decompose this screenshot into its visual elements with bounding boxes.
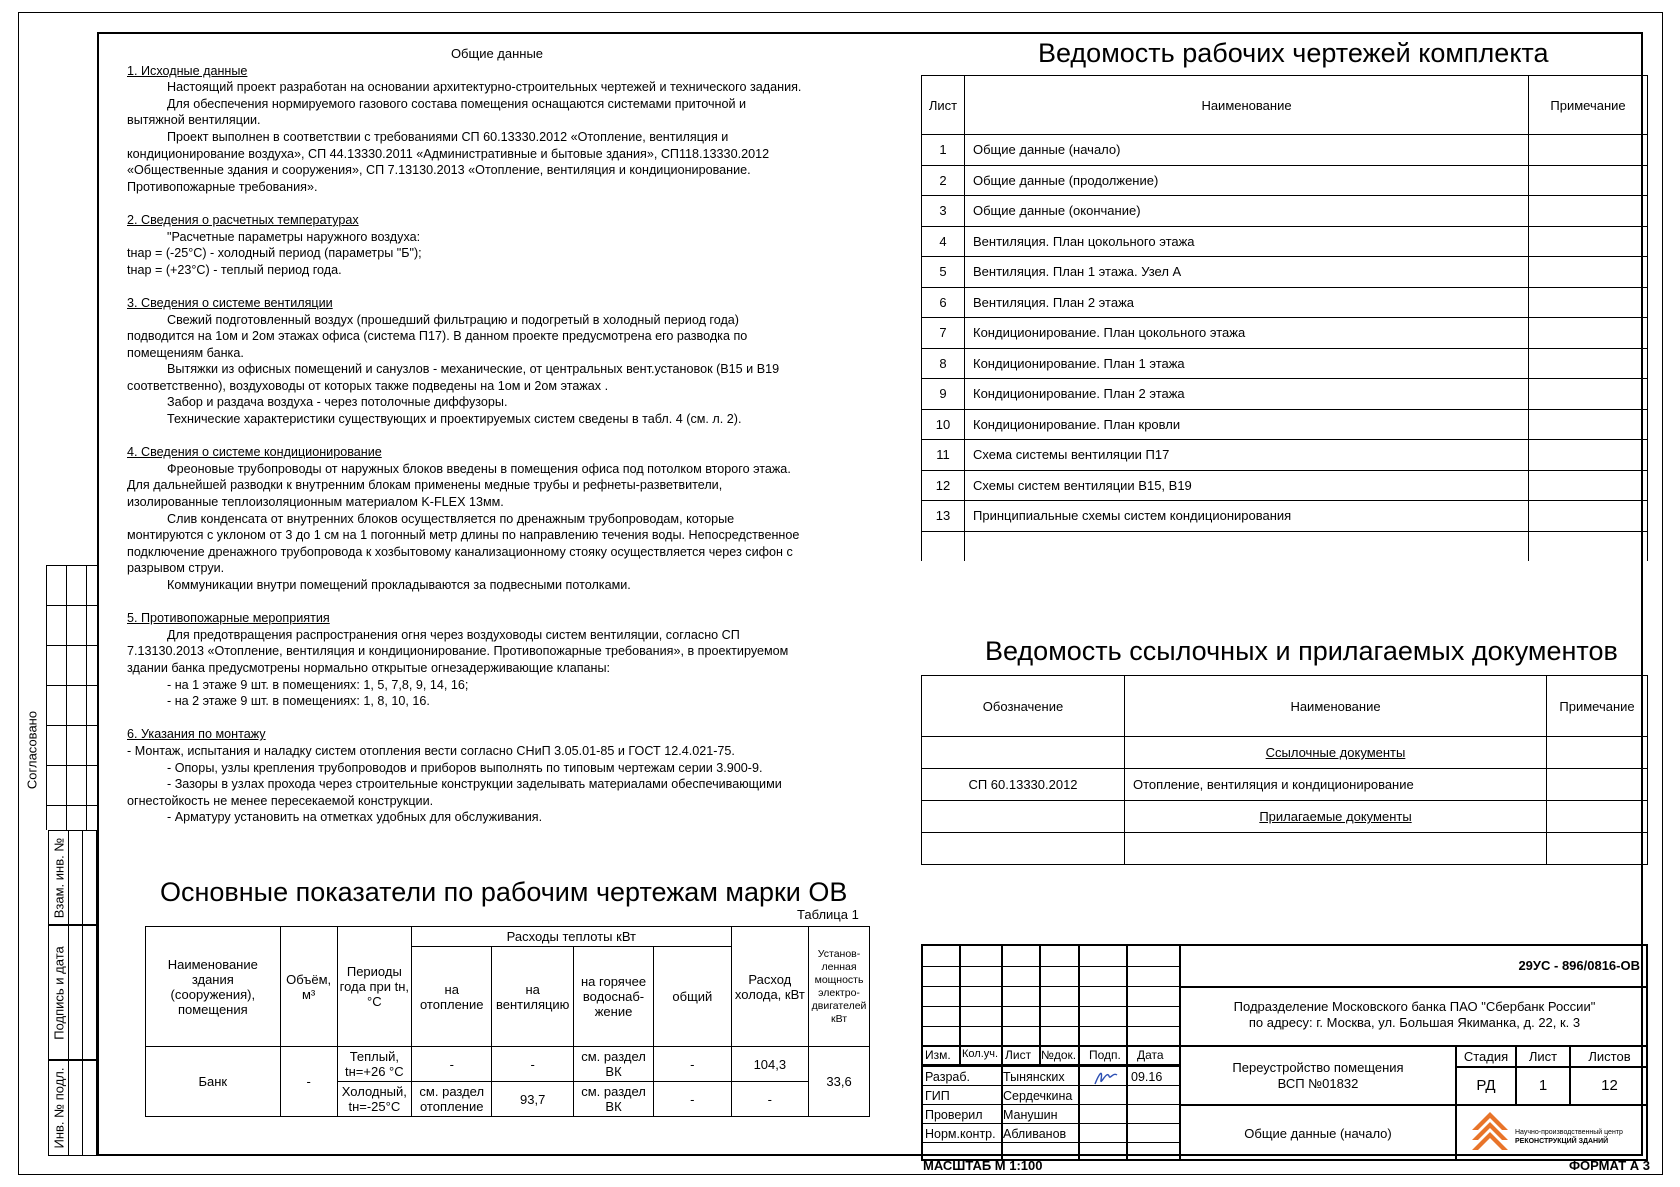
org-line-1: Подразделение Московского банка ПАО "Сбербанк России" xyxy=(1233,999,1596,1014)
paragraph: вытяжной вентиляции. xyxy=(127,113,261,128)
paragraph: Для обеспечения нормируемого газового состава помещения оснащаются системами приточной и xyxy=(167,96,747,111)
paragraph: соответственно), воздуховоды от которых также подведены на 1ом и 2ом этажах . xyxy=(127,378,609,393)
replacement-inv-label: Взам. инв. № xyxy=(51,837,66,918)
table-row xyxy=(922,165,1648,196)
paragraph: - на 1 этаже 9 шт. в помещениях: 1, 5, 7,8, 9, 14, 16; xyxy=(167,677,469,692)
paragraph: Настоящий проект разработан на основании архитектурно-строительных чертежей и технического задания. xyxy=(167,80,802,95)
stage-value: РД xyxy=(1476,1077,1496,1094)
paragraph: «Общественные здания и сооружения», СП 7.13130.2013 «Отопление, вентиляция и кондиционирование. xyxy=(127,163,751,178)
general-data xyxy=(127,46,867,826)
paragraph: Проект выполнен в соответствии с требованиями СП 60.13330.2012 «Отопление, вентиляция и xyxy=(167,129,729,144)
table-row xyxy=(922,501,1648,532)
col-header: Дата xyxy=(1137,1048,1164,1062)
paragraph: здании банка предусмотрены нормально открытые огнезадерживающие клапаны: xyxy=(127,660,611,675)
col-header: Примечание xyxy=(1529,76,1648,135)
paragraph: кондиционирование воздуха», СП 44.13330.2011 «Административные и бытовые здания», СП118.13330.2012 xyxy=(127,146,770,161)
sheet-note xyxy=(1529,196,1648,227)
cell: - xyxy=(492,1047,574,1082)
table-row xyxy=(922,801,1648,833)
group-label: Ссылочные документы xyxy=(1265,745,1406,760)
paragraph: Противопожарные требования». xyxy=(127,179,318,194)
object-line-2: ВСП №01832 xyxy=(1277,1076,1359,1091)
paragraph: подключение дренажного трубопровода к хозбытовому канализационному стояку осуществляется через сифон с xyxy=(127,544,793,559)
col-header: Лист xyxy=(1005,1048,1032,1062)
paragraph: монтируются с уклоном от 3 до 1 см на 1 погонный метр длины по направлению течения воды. Непосредственное xyxy=(127,528,800,543)
cell: - xyxy=(412,1047,492,1082)
original-inv-stamp xyxy=(48,1060,97,1156)
sheet-number: 9 xyxy=(922,379,965,410)
sheet-number: 12 xyxy=(922,470,965,501)
paragraph: Слив конденсата от внутренних блоков осуществляется по дренажным трубопроводам, которые xyxy=(167,511,735,526)
sheet-number: 3 xyxy=(922,196,965,227)
indicators-table xyxy=(145,926,870,1117)
col-header: Расход холода, кВт xyxy=(731,927,808,1047)
sheets-header: Листов xyxy=(1588,1049,1631,1064)
role: Норм.контр. xyxy=(925,1127,996,1141)
table-row xyxy=(922,833,1648,865)
paragraph: 7.13130.2013 «Отопление, вентиляция и кондиционирование. Противопожарные требования», в проектируемом xyxy=(127,644,789,659)
role: ГИП xyxy=(925,1089,950,1103)
cell: см. раздел ВК xyxy=(573,1047,653,1082)
person: Тынянских xyxy=(1003,1070,1065,1084)
sheet-name: Схема системы вентиляции П17 xyxy=(965,440,1529,471)
role: Разраб. xyxy=(925,1070,971,1084)
building-name: Банк xyxy=(146,1047,281,1117)
sheet-name: Схемы систем вентиляции В15, В19 xyxy=(965,470,1529,501)
paragraph: - Зазоры в узлах прохода через строительные конструкции заделывать материалами обеспечивающими xyxy=(167,777,782,792)
doc-name: Отопление, вентиляция и кондиционирование xyxy=(1125,769,1547,801)
section-heading: 5. Противопожарные мероприятия xyxy=(127,611,330,626)
original-inv-label: Инв. № подл. xyxy=(51,1067,66,1149)
col-header: Примечание xyxy=(1547,676,1648,737)
format-label: ФОРМАТ А 3 xyxy=(1568,1158,1650,1173)
cell: - xyxy=(654,1082,732,1117)
sheet-number: 8 xyxy=(922,348,965,379)
sheet-number: 4 xyxy=(922,226,965,257)
paragraph: Для предотвращения распространения огня через воздуховоды систем вентиляции, согласно СП xyxy=(167,627,740,642)
sheet-number: 1 xyxy=(922,135,965,166)
sheets-value: 12 xyxy=(1601,1077,1618,1094)
signature xyxy=(1091,1066,1121,1088)
paragraph: разрывом струи. xyxy=(127,561,225,576)
general-title: Общие данные xyxy=(450,46,544,61)
paragraph: - Арматуру установить на отметках удобных для обслуживания. xyxy=(167,810,543,825)
cell: - xyxy=(731,1082,808,1117)
paragraph: Технические характеристики существующих и проектируемых систем сведены в табл. 4 (см. л. 2). xyxy=(167,412,742,427)
sheet-name: Кондиционирование. План 2 этажа xyxy=(965,379,1529,410)
section-heading: 3. Сведения о системе вентиляции xyxy=(127,295,333,310)
logo-text-2: РЕКОНСТРУКЦИЙ ЗДАНИЙ xyxy=(1515,1138,1609,1145)
section-heading: 1. Исходные данные xyxy=(127,63,248,78)
org-line-2: по адресу: г. Москва, ул. Большая Якиманка, д. 22, к. 3 xyxy=(1248,1015,1581,1030)
sheet-title: Общие данные (начало) xyxy=(1244,1126,1392,1141)
logo-text-1: Научно-производственный центр xyxy=(1515,1129,1623,1136)
section-heading: 2. Сведения о расчетных температурах xyxy=(127,212,359,227)
paragraph: tнар = (-25°C) - холодный период (параметры "Б"); xyxy=(127,246,422,261)
cell: см. раздел ВК xyxy=(573,1082,653,1117)
sheet-note xyxy=(1529,318,1648,349)
table-label: Таблица 1 xyxy=(797,907,859,922)
power: 33,6 xyxy=(809,1047,870,1117)
section-heading: 6. Указания по монтажу xyxy=(127,727,266,742)
sheets-table xyxy=(921,75,1648,561)
cell: - xyxy=(654,1047,732,1082)
approval-label: Согласовано xyxy=(24,710,40,790)
sheet-name: Кондиционирование. План 1 этажа xyxy=(965,348,1529,379)
doc-code: 29УС - 896/0816-ОВ xyxy=(1518,958,1640,973)
paragraph: Свежий подготовленный воздух (прошедший фильтрацию и подогретый в холодный период года) xyxy=(167,312,740,327)
sheets-title: Ведомость рабочих чертежей комплекта xyxy=(1038,38,1549,68)
paragraph: огнестойкость не менее пересекаемой конструкции. xyxy=(127,793,434,808)
doc-code: СП 60.13330.2012 xyxy=(922,769,1125,801)
sheet-note xyxy=(1529,257,1648,288)
role: Проверил xyxy=(925,1108,983,1122)
paragraph: "Расчетные параметры наружного воздуха: xyxy=(167,229,421,244)
table-row xyxy=(922,135,1648,166)
col-header: на отопление xyxy=(412,947,492,1047)
table-row xyxy=(922,409,1648,440)
sheet-note xyxy=(1529,501,1648,532)
paragraph: Для дальнейшей разводки к внутренним блокам применены медные трубы и рефнеты-разветвители, xyxy=(127,478,723,493)
sheet-note xyxy=(1529,135,1648,166)
person: Абливанов xyxy=(1003,1127,1067,1141)
cell: 104,3 xyxy=(731,1047,808,1082)
section-heading: 4. Сведения о системе кондиционирование xyxy=(127,445,382,460)
sheet-name: Принципиальные схемы систем кондиционирования xyxy=(965,501,1529,532)
indicators-title: Основные показатели по рабочим чертежам марки ОВ xyxy=(160,877,848,907)
paragraph: Вытяжки из офисных помещений и санузлов - механические, от центральных вент.установок (В15 и В19 xyxy=(167,362,780,377)
paragraph: tнар = (+23°C) - теплый период года. xyxy=(127,262,342,277)
sheet-number: 5 xyxy=(922,257,965,288)
col-header: Наименование здания (сооружения), помещения xyxy=(146,927,281,1047)
col-header: общий xyxy=(654,947,732,1047)
col-header: Лист xyxy=(922,76,965,135)
col-header: Обозначение xyxy=(922,676,1125,737)
table-row xyxy=(922,226,1648,257)
col-header: Кол.уч. xyxy=(962,1048,999,1060)
group-label: Прилагаемые документы xyxy=(1259,809,1412,824)
paragraph: помещениям банка. xyxy=(127,345,244,360)
paragraph: подводится на 1ом и 2ом этажах офиса (система П17). В данном проекте предусмотрена его разводка по xyxy=(127,329,748,344)
approval-block xyxy=(18,565,98,830)
signature-date-stamp xyxy=(48,925,97,1060)
signature-date-label: Подпись и дата xyxy=(51,945,66,1040)
sheet-note xyxy=(1529,165,1648,196)
table-row xyxy=(922,287,1648,318)
sheet-name: Общие данные (продолжение) xyxy=(965,165,1529,196)
cell: см. раздел отопление xyxy=(412,1082,492,1117)
sheet-name: Кондиционирование. План цокольного этажа xyxy=(965,318,1529,349)
sheet-name: Общие данные (начало) xyxy=(965,135,1529,166)
col-header: на вентиляцию xyxy=(492,947,574,1047)
col-header: на горячее водоснаб-жение xyxy=(573,947,653,1047)
scale-label: МАСШТАБ М 1:100 xyxy=(923,1158,1043,1173)
sheet-name: Кондиционирование. План кровли xyxy=(965,409,1529,440)
sheet-name: Вентиляция. План 2 этажа xyxy=(965,287,1529,318)
table-row xyxy=(922,257,1648,288)
paragraph: - Монтаж, испытания и наладку систем отопления вести согласно СНиП 3.05.01-85 и ГОСТ 12.4.021-75. xyxy=(127,743,735,758)
sheet-name: Вентиляция. План 1 этажа. Узел А xyxy=(965,257,1529,288)
sheet-header: Лист xyxy=(1528,1049,1558,1064)
paragraph: Коммуникации внутри помещений прокладываются за подвесными потолками. xyxy=(167,578,631,592)
refs-table xyxy=(921,675,1648,865)
sheet-number: 2 xyxy=(922,165,965,196)
table-row xyxy=(922,470,1648,501)
person: Сердечкина xyxy=(1003,1089,1073,1103)
sheet-note xyxy=(1529,287,1648,318)
sheet-name: Общие данные (окончание) xyxy=(965,196,1529,227)
table-row xyxy=(922,769,1648,801)
col-header: Подп. xyxy=(1089,1048,1121,1062)
volume: - xyxy=(280,1047,337,1117)
col-header: Наименование xyxy=(965,76,1529,135)
sheet-note xyxy=(1529,348,1648,379)
paragraph: Забор и раздача воздуха - через потолочные диффузоры. xyxy=(167,395,508,410)
table-row xyxy=(922,318,1648,349)
table-row xyxy=(922,196,1648,227)
cell: 93,7 xyxy=(492,1082,574,1117)
table-row xyxy=(922,440,1648,471)
period: Теплый, tн=+26 °С xyxy=(337,1047,411,1082)
person: Манушин xyxy=(1003,1108,1058,1122)
col-header: №док. xyxy=(1041,1048,1077,1062)
title-block xyxy=(921,944,1648,1161)
sheet-number: 13 xyxy=(922,501,965,532)
paragraph: изолированные теплоизоляционным материалом K-FLEX 13мм. xyxy=(127,495,504,510)
col-header: Расходы теплоты кВт xyxy=(412,927,732,947)
company-logo-icon xyxy=(1468,1110,1512,1154)
sheet-note xyxy=(1529,379,1648,410)
sheet-name: Вентиляция. План цокольного этажа xyxy=(965,226,1529,257)
period: Холодный, tн=-25°С xyxy=(337,1082,411,1117)
sheet-number: 11 xyxy=(922,440,965,471)
sheet-note xyxy=(1529,226,1648,257)
col-header: Установ-ленная мощность электро-двигателей кВт xyxy=(809,927,870,1047)
stage-header: Стадия xyxy=(1463,1049,1509,1064)
col-header: Наименование xyxy=(1125,676,1547,737)
table-row xyxy=(922,737,1648,769)
sheet-note xyxy=(1529,440,1648,471)
object-line-1: Переустройство помещения xyxy=(1232,1060,1404,1075)
paragraph: Фреоновые трубопроводы от наружных блоков введены в помещения офиса под потолком второго этажа. xyxy=(167,461,791,476)
col-header: Периоды года при tн, °С xyxy=(337,927,411,1047)
replacement-inv-stamp xyxy=(48,830,97,925)
refs-title: Ведомость ссылочных и прилагаемых документов xyxy=(985,636,1618,666)
table-row xyxy=(146,1047,870,1082)
paragraph: - на 2 этаже 9 шт. в помещениях: 1, 8, 10, 16. xyxy=(167,694,430,709)
table-row xyxy=(922,531,1648,561)
table-row xyxy=(922,348,1648,379)
sheet-note xyxy=(1529,470,1648,501)
sheet-value: 1 xyxy=(1538,1077,1548,1094)
sheet-number: 7 xyxy=(922,318,965,349)
sheet-note xyxy=(1529,409,1648,440)
table-row xyxy=(922,379,1648,410)
sheet-number: 10 xyxy=(922,409,965,440)
paragraph: - Опоры, узлы крепления трубопроводов и приборов выполнять по типовым чертежам серии 3.900-9. xyxy=(167,760,763,775)
col-header: Объём, м³ xyxy=(280,927,337,1047)
sheet-number: 6 xyxy=(922,287,965,318)
date: 09.16 xyxy=(1131,1070,1163,1084)
col-header: Изм. xyxy=(925,1048,951,1062)
